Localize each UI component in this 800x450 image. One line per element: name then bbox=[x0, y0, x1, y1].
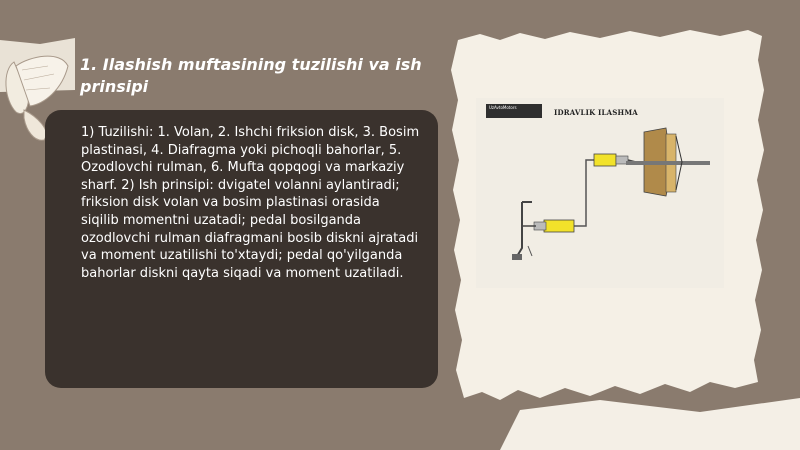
logo: UzAvtoMotors bbox=[486, 104, 542, 118]
slide-title: 1. Ilashish muftasining tuzilishi va ish prinsipi bbox=[80, 55, 422, 96]
hydraulic-clutch-icon bbox=[476, 98, 724, 288]
clutch-diagram bbox=[476, 98, 724, 288]
body-text: 1) Tuzilishi: 1. Volan, 2. Ishchi friksion disk, 3. Bosim plastinasi, 4. Diafragma yoki pichoqli bahorlar, 5. Ozodlovchi rulman, 6. Mufta qopqogi va markaziy sharf. 2) Ish prinsipi: dvigatel volanni aylantiradi; friksion disk volan va bosim plastinasi orasida siqilib momentni uzatadi; pedal bosilganda ozodlovchi rulman diafragmani bosib diskni ajratadi va moment uzatilishi to'xtaydi; pedal qo'yilganda bahorlar diskni qayta siqadi va moment uzatiladi. bbox=[81, 125, 420, 281]
diagram-title: IDRAVLIK ILASHMA bbox=[554, 108, 638, 117]
